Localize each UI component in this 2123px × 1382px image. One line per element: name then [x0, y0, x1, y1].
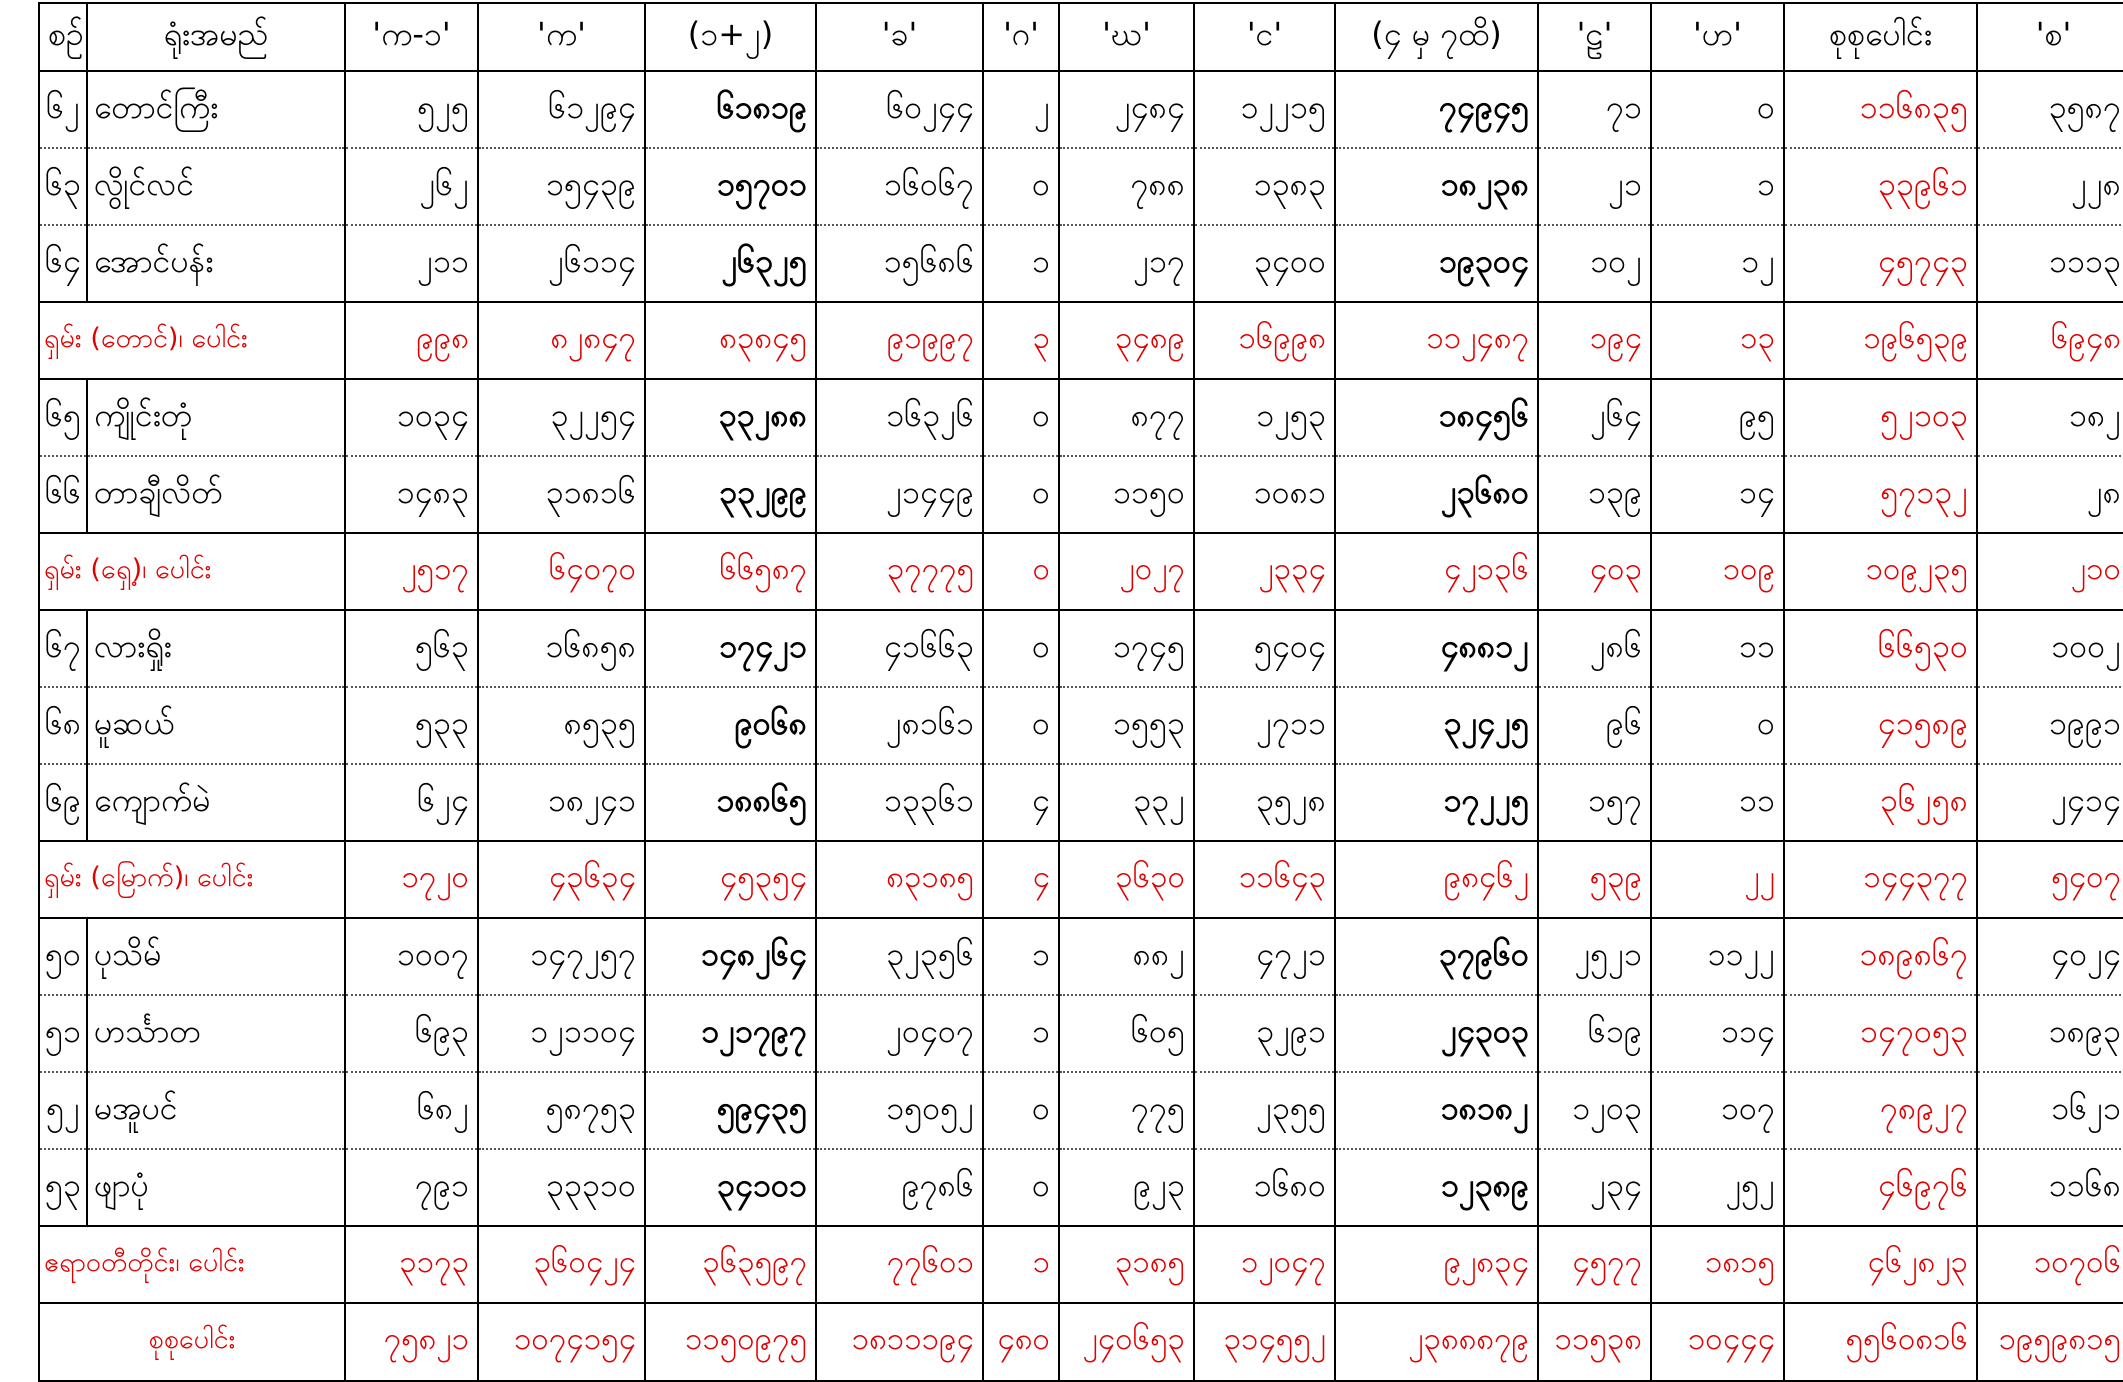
subtotal-cell: ၉၈၄၆၂ — [1335, 841, 1538, 918]
row-number: ၅၁ — [39, 995, 87, 1072]
subtotal-cell: ၁၂၀၄၇ — [1194, 1226, 1335, 1303]
table-header — [39, 3, 2123, 71]
subtotal-cell: ၁၁၂၄၈၇ — [1335, 302, 1538, 379]
table-cell: ၄၆၉၇၆ — [1784, 1149, 1977, 1226]
row-number: ၆၉ — [39, 764, 87, 841]
table-cell: ၁၃၉ — [1538, 456, 1651, 533]
office-name: မအူပင် — [87, 1072, 345, 1149]
table-cell: ၁၀၀၂ — [1977, 610, 2123, 687]
subtotal-cell: ၃၄၈၉ — [1059, 302, 1194, 379]
subtotal-label: ရှမ်း (ရှေ့)၊ ပေါင်း — [39, 533, 345, 610]
subtotal-cell: ၄၅၇၇ — [1538, 1226, 1651, 1303]
subtotal-cell: ၁၇၂၀ — [345, 841, 478, 918]
table-cell: ၁၄၇၀၅၃ — [1784, 995, 1977, 1072]
column-header: (၁+၂) — [645, 3, 816, 71]
table-cell: ၇၈၉၂၇ — [1784, 1072, 1977, 1149]
table-cell: ၁၀၈၁ — [1194, 456, 1335, 533]
table-cell: ၁၁၄ — [1651, 995, 1784, 1072]
table-cell: ၆၂၄ — [345, 764, 478, 841]
table-cell: ၁၉၉၁ — [1977, 687, 2123, 764]
table-cell: ၂၈ — [1977, 456, 2123, 533]
table-cell: ၃၄၀၀ — [1194, 225, 1335, 302]
column-header: 'ဃ' — [1059, 3, 1194, 71]
grand-total-cell: ၄၈၀ — [983, 1303, 1059, 1381]
table-cell: ၆၀၅ — [1059, 995, 1194, 1072]
table-cell: ၁ — [1651, 148, 1784, 225]
table-row — [39, 610, 2123, 687]
row-number: ၅၀ — [39, 918, 87, 995]
table-cell: ၅၉၄၃၅ — [645, 1072, 816, 1149]
table-cell: ၁ — [983, 995, 1059, 1072]
grand-total-cell: ၃၁၄၅၅၂ — [1194, 1303, 1335, 1381]
subtotal-cell: ၇၇၆၀၁ — [816, 1226, 983, 1303]
table-cell: ၁၈၂၃၈ — [1335, 148, 1538, 225]
table-cell: ၃၆၂၅၈ — [1784, 764, 1977, 841]
table-cell: ၂၆၂ — [345, 148, 478, 225]
subtotal-cell: ၈၃၁၈၅ — [816, 841, 983, 918]
table-cell: ၁၁ — [1651, 764, 1784, 841]
table-cell: ၁၂၂၁၅ — [1194, 71, 1335, 148]
office-name: အောင်ပန်း — [87, 225, 345, 302]
table-row — [39, 456, 2123, 533]
office-name: ဖျာပုံ — [87, 1149, 345, 1226]
office-name: ကျောက်မဲ — [87, 764, 345, 841]
table-cell: ၁၆၃၂၆ — [816, 379, 983, 456]
office-name: မူဆယ် — [87, 687, 345, 764]
table-cell: ၂၃၄ — [1538, 1149, 1651, 1226]
table-cell: ၁၄၈၂၆၄ — [645, 918, 816, 995]
column-header: 'ဂ' — [983, 3, 1059, 71]
column-header: 'စ' — [1977, 3, 2123, 71]
table-row — [39, 1072, 2123, 1149]
table-cell: ၄၀၂၄ — [1977, 918, 2123, 995]
table-cell: ၁၆၂၁ — [1977, 1072, 2123, 1149]
table-cell: ၂၈၆ — [1538, 610, 1651, 687]
table-cell: ၈၈၂ — [1059, 918, 1194, 995]
table-cell: ၁၈၉၈၆၇ — [1784, 918, 1977, 995]
subtotal-cell: ၂၁၀ — [1977, 533, 2123, 610]
table-cell: ၁၉၃၀၄ — [1335, 225, 1538, 302]
table-cell: ၅၄၀၄ — [1194, 610, 1335, 687]
header-row — [39, 3, 2123, 71]
table-cell: ၂၃၆၈၀ — [1335, 456, 1538, 533]
subtotal-label: ရှမ်း (တောင်)၊ ပေါင်း — [39, 302, 345, 379]
subtotal-cell: ၆၄၀၇၀ — [478, 533, 645, 610]
subtotal-cell: ၄၀၃ — [1538, 533, 1651, 610]
table-cell: ၀ — [1651, 687, 1784, 764]
table-cell: ၁၅၇၀၁ — [645, 148, 816, 225]
table-cell: ၂၄၈၄ — [1059, 71, 1194, 148]
table-cell: ၁၃၈၃ — [1194, 148, 1335, 225]
column-header: (၄ မှ ၇ထိ) — [1335, 3, 1538, 71]
subtotal-cell: ၁ — [983, 1226, 1059, 1303]
table-cell: ၂၀၄၀၇ — [816, 995, 983, 1072]
table-cell: ၃၂၂၅၄ — [478, 379, 645, 456]
subtotal-cell: ၄၆၂၈၂၃ — [1784, 1226, 1977, 1303]
table-cell: ၁၆၈၀ — [1194, 1149, 1335, 1226]
table-row — [39, 379, 2123, 456]
row-number: ၆၇ — [39, 610, 87, 687]
table-cell: ၃၅၈၇ — [1977, 71, 2123, 148]
table-cell: ၆၈၂ — [345, 1072, 478, 1149]
table-cell: ၁၅၄၃၉ — [478, 148, 645, 225]
office-name: လားရှိုး — [87, 610, 345, 687]
subtotal-cell: ၁၈၁၅ — [1651, 1226, 1784, 1303]
table-cell: ၁၆၀၆၇ — [816, 148, 983, 225]
column-header: 'က-၁' — [345, 3, 478, 71]
table-cell: ၄ — [983, 764, 1059, 841]
table-cell: ၂၄၃၀၃ — [1335, 995, 1538, 1072]
table-cell: ၁ — [983, 225, 1059, 302]
table-cell: ၄၈၈၁၂ — [1335, 610, 1538, 687]
grand-total-label: စုစုပေါင်း — [39, 1303, 345, 1381]
table-cell: ၁၇၂၂၅ — [1335, 764, 1538, 841]
table-cell: ၂၄၁၄ — [1977, 764, 2123, 841]
subtotal-cell: ၈၂၈၄၇ — [478, 302, 645, 379]
subtotal-cell: ၂၅၁၇ — [345, 533, 478, 610]
table-cell: ၆၁၈၁၉ — [645, 71, 816, 148]
table-cell: ၂၇၁၁ — [1194, 687, 1335, 764]
subtotal-cell: ၃၇၇၇၅ — [816, 533, 983, 610]
table-row — [39, 918, 2123, 995]
table-cell: ၇၁ — [1538, 71, 1651, 148]
subtotal-row — [39, 302, 2123, 379]
column-header: 'ဟ' — [1651, 3, 1784, 71]
subtotal-cell: ၉၉၈ — [345, 302, 478, 379]
table-cell: ၂၂၈ — [1977, 148, 2123, 225]
table-cell: ၅၈၇၅၃ — [478, 1072, 645, 1149]
table-cell: ၅၂၁၀၃ — [1784, 379, 1977, 456]
office-name: တာချီလိတ် — [87, 456, 345, 533]
subtotal-cell: ၂၃၃၄ — [1194, 533, 1335, 610]
table-cell: ၅၆၃ — [345, 610, 478, 687]
grand-total-cell: ၁၁၅၃၈ — [1538, 1303, 1651, 1381]
summary-table — [38, 2, 2123, 1382]
table-cell: ၄၁၆၆၃ — [816, 610, 983, 687]
subtotal-cell: ၁၆၉၉၈ — [1194, 302, 1335, 379]
table-cell: ၂၁၄၄၉ — [816, 456, 983, 533]
table-cell: ၅၃၃ — [345, 687, 478, 764]
table-cell: ၄၁၅၈၉ — [1784, 687, 1977, 764]
subtotal-cell: ၉၂၈၃၄ — [1335, 1226, 1538, 1303]
table-cell: ၁၇၄၂၁ — [645, 610, 816, 687]
table-cell: ၁၈၄၅၆ — [1335, 379, 1538, 456]
column-header: ရုံးအမည် — [87, 3, 345, 71]
table-cell: ၁၈၁၈၂ — [1335, 1072, 1538, 1149]
table-cell: ၆၉၃ — [345, 995, 478, 1072]
table-cell: ၁၁၅၀ — [1059, 456, 1194, 533]
column-header: စဉ် — [39, 3, 87, 71]
table-cell: ၀ — [983, 148, 1059, 225]
row-number: ၆၈ — [39, 687, 87, 764]
table-cell: ၀ — [983, 379, 1059, 456]
table-cell: ၃၁၈၁၆ — [478, 456, 645, 533]
office-name: ပုသိမ် — [87, 918, 345, 995]
subtotal-cell: ၆၉၄၈ — [1977, 302, 2123, 379]
table-cell: ၂၁၁ — [345, 225, 478, 302]
office-name: ကျိုင်းတုံ — [87, 379, 345, 456]
subtotal-cell: ၁၉၆၅၃၉ — [1784, 302, 1977, 379]
table-cell: ၂၈၁၆၁ — [816, 687, 983, 764]
table-cell: ၃၃၂၉၉ — [645, 456, 816, 533]
table-cell: ၁၈၈၆၅ — [645, 764, 816, 841]
table-cell: ၆၀၂၄၄ — [816, 71, 983, 148]
row-number: ၆၆ — [39, 456, 87, 533]
table-cell: ၂၃၅၅ — [1194, 1072, 1335, 1149]
table-cell: ၁၈၂ — [1977, 379, 2123, 456]
subtotal-cell: ၃၆၃၀ — [1059, 841, 1194, 918]
subtotal-cell: ၆၆၅၈၇ — [645, 533, 816, 610]
table-row — [39, 995, 2123, 1072]
table-cell: ၂၆၃၂၅ — [645, 225, 816, 302]
table-cell: ၄၅၇၄၃ — [1784, 225, 1977, 302]
table-row — [39, 71, 2123, 148]
table-cell: ၉၅ — [1651, 379, 1784, 456]
table-cell: ၁၅၅၃ — [1059, 687, 1194, 764]
table-cell: ၁၂၃၈၉ — [1335, 1149, 1538, 1226]
table-row — [39, 687, 2123, 764]
table-row — [39, 764, 2123, 841]
table-cell: ၂၁ — [1538, 148, 1651, 225]
table-cell: ၅၂၅ — [345, 71, 478, 148]
subtotal-cell: ၅၄၀၇ — [1977, 841, 2123, 918]
table-cell: ၃၅၂၈ — [1194, 764, 1335, 841]
row-number: ၆၅ — [39, 379, 87, 456]
table-cell: ၁၇၄၅ — [1059, 610, 1194, 687]
table-cell: ၆၁၉ — [1538, 995, 1651, 1072]
table-cell: ၀ — [983, 610, 1059, 687]
subtotal-cell: ၄ — [983, 841, 1059, 918]
table-cell: ၁၄၈၃ — [345, 456, 478, 533]
grand-total-cell: ၁၈၁၁၁၉၄ — [816, 1303, 983, 1381]
table-cell: ၁၂၀၃ — [1538, 1072, 1651, 1149]
table-row — [39, 148, 2123, 225]
table-cell: ၁၅၆၈၆ — [816, 225, 983, 302]
table-cell: ၁၈၉၃ — [1977, 995, 2123, 1072]
subtotal-cell: ၄၂၁၃၆ — [1335, 533, 1538, 610]
subtotal-cell: ၃၁၈၅ — [1059, 1226, 1194, 1303]
table-body — [39, 71, 2123, 1381]
subtotal-cell: ၃၆၃၅၉၇ — [645, 1226, 816, 1303]
subtotal-row — [39, 841, 2123, 918]
column-header: 'င' — [1194, 3, 1335, 71]
table-cell: ၂၁၇ — [1059, 225, 1194, 302]
subtotal-cell: ၄၅၃၅၄ — [645, 841, 816, 918]
subtotal-cell: ၂၀၂၇ — [1059, 533, 1194, 610]
table-cell: ၈၅၃၅ — [478, 687, 645, 764]
table-cell: ၃၃၂၈၈ — [645, 379, 816, 456]
subtotal-cell: ၄၃၆၃၄ — [478, 841, 645, 918]
table-cell: ၉၀၆၈ — [645, 687, 816, 764]
report-sheet — [38, 2, 2123, 1382]
table-cell: ၇၄၉၄၅ — [1335, 71, 1538, 148]
table-cell: ၆၁၂၉၄ — [478, 71, 645, 148]
table-cell: ၆၆၅၃၀ — [1784, 610, 1977, 687]
grand-total-row — [39, 1303, 2123, 1381]
table-cell: ၅၇၁၃၂ — [1784, 456, 1977, 533]
row-number: ၆၂ — [39, 71, 87, 148]
table-cell: ၂၆၁၁၄ — [478, 225, 645, 302]
subtotal-cell: ၂၂ — [1651, 841, 1784, 918]
table-cell: ၁၀၃၄ — [345, 379, 478, 456]
table-cell: ၁၀၀၇ — [345, 918, 478, 995]
table-row — [39, 1149, 2123, 1226]
table-cell: ၉၇၈၆ — [816, 1149, 983, 1226]
table-cell: ၈၇၇ — [1059, 379, 1194, 456]
row-number: ၅၂ — [39, 1072, 87, 1149]
table-cell: ၃၃၉၆၁ — [1784, 148, 1977, 225]
table-cell: ၁၄၇၂၅၇ — [478, 918, 645, 995]
table-cell: ၁၁၁၃ — [1977, 225, 2123, 302]
table-cell: ၃၄၁၀၁ — [645, 1149, 816, 1226]
column-header: 'ခ' — [816, 3, 983, 71]
table-cell: ၉၂၃ — [1059, 1149, 1194, 1226]
table-cell: ၀ — [983, 456, 1059, 533]
subtotal-cell: ၁၀၉ — [1651, 533, 1784, 610]
subtotal-cell: ၁၁၆၄၃ — [1194, 841, 1335, 918]
subtotal-cell: ၅၃၉ — [1538, 841, 1651, 918]
column-header: စုစုပေါင်း — [1784, 3, 1977, 71]
grand-total-cell: ၁၉၅၉၈၁၅ — [1977, 1303, 2123, 1381]
subtotal-cell: ၁၀၇၀၆ — [1977, 1226, 2123, 1303]
table-cell: ၁၅၇ — [1538, 764, 1651, 841]
table-cell: ၇၉၁ — [345, 1149, 478, 1226]
subtotal-cell: ၉၁၉၉၇ — [816, 302, 983, 379]
grand-total-cell: ၂၃၈၈၈၇၉ — [1335, 1303, 1538, 1381]
table-cell: ၁၈၂၄၁ — [478, 764, 645, 841]
column-header: 'က' — [478, 3, 645, 71]
subtotal-cell: ၃ — [983, 302, 1059, 379]
grand-total-cell: ၁၁၅၀၉၇၅ — [645, 1303, 816, 1381]
table-cell: ၃၂၄၂၅ — [1335, 687, 1538, 764]
grand-total-cell: ၂၄၀၆၅၃ — [1059, 1303, 1194, 1381]
table-cell: ၁၁၆၈ — [1977, 1149, 2123, 1226]
subtotal-label: ဧရာဝတီတိုင်း၊ ပေါင်း — [39, 1226, 345, 1303]
subtotal-cell: ၃၁၇၃ — [345, 1226, 478, 1303]
table-cell: ၁၆၈၅၈ — [478, 610, 645, 687]
row-number: ၅၃ — [39, 1149, 87, 1226]
subtotal-cell: ၁၃ — [1651, 302, 1784, 379]
table-cell: ၁၀၂ — [1538, 225, 1651, 302]
table-cell: ၁၂၁၁၀၄ — [478, 995, 645, 1072]
table-cell: ၁၃၃၆၁ — [816, 764, 983, 841]
table-cell: ၁၂၅၃ — [1194, 379, 1335, 456]
row-number: ၆၄ — [39, 225, 87, 302]
subtotal-cell: ၀ — [983, 533, 1059, 610]
subtotal-cell: ၁၉၄ — [1538, 302, 1651, 379]
table-cell: ၀ — [983, 1072, 1059, 1149]
office-name: လွိုင်လင် — [87, 148, 345, 225]
subtotal-row — [39, 1226, 2123, 1303]
subtotal-cell: ၁၀၉၂၃၅ — [1784, 533, 1977, 610]
table-cell: ၂၅၂ — [1651, 1149, 1784, 1226]
table-cell: ၀ — [983, 1149, 1059, 1226]
table-cell: ၁၂၁၇၉၇ — [645, 995, 816, 1072]
subtotal-cell: ၈၃၈၄၅ — [645, 302, 816, 379]
table-cell: ၇၈၈ — [1059, 148, 1194, 225]
table-row — [39, 225, 2123, 302]
table-cell: ၃၃၃၁၀ — [478, 1149, 645, 1226]
table-cell: ၁၁ — [1651, 610, 1784, 687]
office-name: တောင်ကြီး — [87, 71, 345, 148]
table-cell: ၀ — [983, 687, 1059, 764]
subtotal-label: ရှမ်း (မြောက်)၊ ပေါင်း — [39, 841, 345, 918]
table-cell: ၂ — [983, 71, 1059, 148]
table-cell: ၄၇၂၁ — [1194, 918, 1335, 995]
office-name: ဟင်္သာတ — [87, 995, 345, 1072]
table-cell: ၃၂၃၅၆ — [816, 918, 983, 995]
table-cell: ၁ — [983, 918, 1059, 995]
table-cell: ၁၄ — [1651, 456, 1784, 533]
table-cell: ၂၅၂၁ — [1538, 918, 1651, 995]
table-cell: ၁၂ — [1651, 225, 1784, 302]
table-cell: ၁၀၇ — [1651, 1072, 1784, 1149]
grand-total-cell: ၁၀၇၄၁၅၄ — [478, 1303, 645, 1381]
row-number: ၆၃ — [39, 148, 87, 225]
grand-total-cell: ၇၅၈၂၁ — [345, 1303, 478, 1381]
table-cell: ၉၆ — [1538, 687, 1651, 764]
table-cell: ၂၆၄ — [1538, 379, 1651, 456]
grand-total-cell: ၁၀၄၄၄ — [1651, 1303, 1784, 1381]
subtotal-cell: ၁၄၄၃၇၇ — [1784, 841, 1977, 918]
table-cell: ၃၂၉၁ — [1194, 995, 1335, 1072]
table-cell: ၇၇၅ — [1059, 1072, 1194, 1149]
subtotal-row — [39, 533, 2123, 610]
table-cell: ၀ — [1651, 71, 1784, 148]
table-cell: ၁၁၆၈၃၅ — [1784, 71, 1977, 148]
column-header: 'ဠ' — [1538, 3, 1651, 71]
subtotal-cell: ၃၆၀၄၂၄ — [478, 1226, 645, 1303]
table-cell: ၁၅၀၅၂ — [816, 1072, 983, 1149]
table-cell: ၃၇၉၆၀ — [1335, 918, 1538, 995]
table-cell: ၁၁၂၂ — [1651, 918, 1784, 995]
grand-total-cell: ၅၅၆၀၈၁၆ — [1784, 1303, 1977, 1381]
table-cell: ၃၃၂ — [1059, 764, 1194, 841]
